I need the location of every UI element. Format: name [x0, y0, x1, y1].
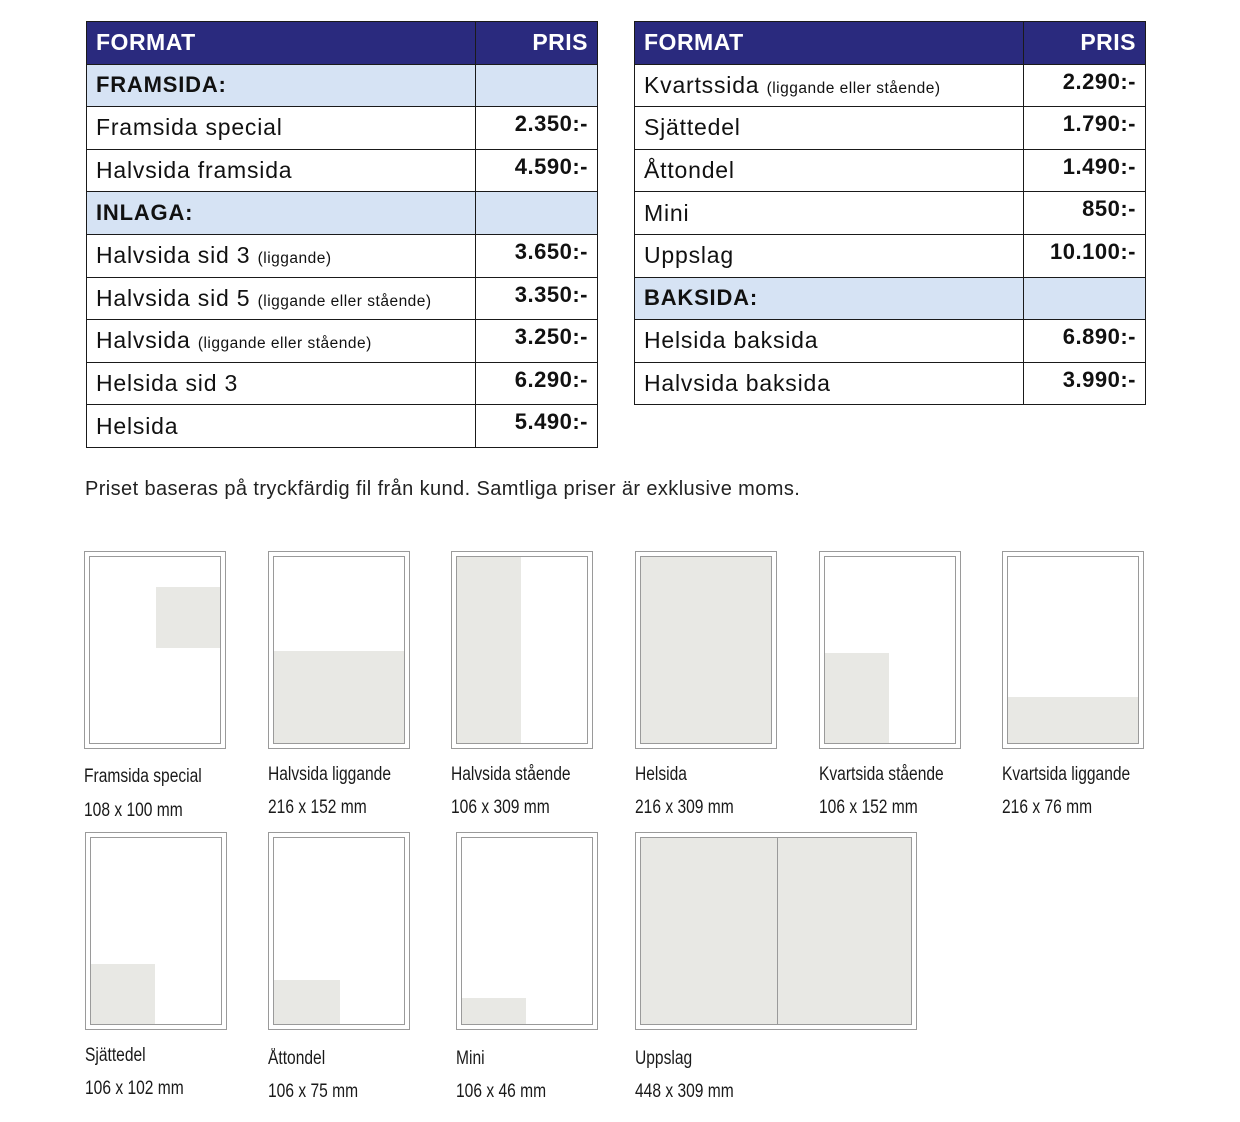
section-title: BAKSIDA: — [635, 277, 1024, 320]
row-label: Helsida sid 3 — [96, 370, 239, 397]
row-price: 5.490:- — [476, 405, 598, 448]
row-price: 2.350:- — [476, 107, 598, 150]
table-row — [87, 234, 598, 277]
table-row — [635, 234, 1146, 277]
row-label: Åttondel — [644, 157, 735, 184]
column-header-pris: PRIS — [476, 22, 598, 65]
column-header-pris: PRIS — [1024, 22, 1146, 65]
ad-area — [462, 998, 526, 1024]
table-row — [87, 405, 598, 448]
row-label: Helsida baksida — [644, 327, 819, 354]
row-label: Mini — [644, 199, 690, 226]
row-label: Helsida — [96, 412, 179, 439]
format-thumbnail-halvsida-liggande — [268, 551, 410, 749]
price-disclaimer: Priset baseras på tryckfärdig fil från kund. Samtliga priser är exklusive moms. — [85, 478, 801, 500]
format-thumbnail-sjattedel — [85, 832, 227, 1030]
format-size: 106 x 152 mm — [819, 797, 918, 818]
row-price: 10.100:- — [1024, 234, 1146, 277]
row-price: 6.890:- — [1024, 320, 1146, 363]
format-name: Mini — [456, 1048, 485, 1069]
section-row-baksida — [635, 277, 1146, 320]
format-thumbnail-kvartsida-staende — [819, 551, 961, 749]
row-label: Uppslag — [644, 242, 734, 269]
table-row — [87, 320, 598, 363]
ad-area — [641, 838, 911, 1024]
row-label: Sjättedel — [644, 114, 741, 141]
format-thumbnail-mini — [456, 832, 598, 1030]
ad-area — [825, 653, 889, 743]
row-label: Halvsida baksida — [644, 370, 831, 397]
row-price: 1.790:- — [1024, 107, 1146, 150]
column-header-format: FORMAT — [87, 22, 476, 65]
ad-area — [641, 557, 771, 743]
row-note: (liggande eller stående) — [766, 79, 941, 97]
price-table-right — [634, 21, 1146, 405]
row-price: 3.250:- — [476, 320, 598, 363]
format-name: Framsida special — [84, 766, 202, 787]
format-thumbnail-helsida — [635, 551, 777, 749]
row-price: 6.290:- — [476, 362, 598, 405]
format-name: Kvartsida liggande — [1002, 764, 1131, 785]
row-note: (liggande eller stående) — [257, 292, 432, 310]
table-row — [635, 64, 1146, 107]
row-price: 1.490:- — [1024, 149, 1146, 192]
row-label: Kvartssida — [644, 71, 760, 98]
row-label: Halvsida sid 5 — [96, 284, 251, 311]
format-name: Kvartsida stående — [819, 764, 944, 785]
format-name: Sjättedel — [85, 1045, 146, 1066]
price-table-left — [86, 21, 598, 448]
row-price: 3.650:- — [476, 234, 598, 277]
table-row — [87, 107, 598, 150]
ad-area — [274, 651, 404, 743]
format-thumbnail-attondel — [268, 832, 410, 1030]
spread-fold-divider — [777, 838, 778, 1024]
format-size: 106 x 75 mm — [268, 1081, 359, 1102]
row-label: Halvsida — [96, 327, 191, 354]
row-price: 3.990:- — [1024, 362, 1146, 405]
row-label: Halvsida framsida — [96, 157, 293, 184]
table-header-row — [87, 22, 598, 65]
format-size: 448 x 309 mm — [635, 1081, 734, 1102]
table-row — [635, 320, 1146, 363]
row-price: 3.350:- — [476, 277, 598, 320]
format-thumbnail-halvsida-staende — [451, 551, 593, 749]
row-label: Halvsida sid 3 — [96, 242, 251, 269]
format-size: 108 x 100 mm — [84, 800, 183, 821]
column-header-format: FORMAT — [635, 22, 1024, 65]
ad-area — [274, 980, 340, 1024]
row-price: 2.290:- — [1024, 64, 1146, 107]
table-header-row — [635, 22, 1146, 65]
row-label: Framsida special — [96, 114, 283, 141]
format-size: 216 x 309 mm — [635, 797, 734, 818]
row-note: (liggande eller stående) — [197, 335, 372, 353]
format-name: Uppslag — [635, 1048, 693, 1069]
format-thumbnail-framsida-special — [84, 551, 226, 749]
table-row — [87, 277, 598, 320]
format-thumbnail-uppslag — [635, 832, 917, 1030]
table-row — [635, 192, 1146, 235]
format-size: 216 x 152 mm — [268, 797, 367, 818]
format-size: 106 x 309 mm — [451, 797, 550, 818]
section-row-framsida — [87, 64, 598, 107]
format-size: 106 x 102 mm — [85, 1078, 184, 1099]
ad-area — [1008, 697, 1138, 743]
format-name: Halvsida stående — [451, 764, 571, 785]
row-price: 4.590:- — [476, 149, 598, 192]
table-row — [87, 362, 598, 405]
format-size: 216 x 76 mm — [1002, 797, 1093, 818]
row-price: 850:- — [1024, 192, 1146, 235]
section-title: FRAMSIDA: — [87, 64, 476, 107]
table-row — [635, 107, 1146, 150]
section-title: INLAGA: — [87, 192, 476, 235]
format-name: Helsida — [635, 764, 687, 785]
row-note: (liggande) — [257, 250, 332, 268]
format-name: Halvsida liggande — [268, 764, 391, 785]
format-name: Åttondel — [268, 1048, 326, 1069]
table-row — [635, 149, 1146, 192]
table-row — [635, 362, 1146, 405]
section-row-inlaga — [87, 192, 598, 235]
table-row — [87, 149, 598, 192]
format-size: 106 x 46 mm — [456, 1081, 547, 1102]
ad-area — [91, 964, 155, 1024]
format-thumbnail-kvartsida-liggande — [1002, 551, 1144, 749]
ad-area — [457, 557, 521, 743]
ad-area — [156, 587, 221, 648]
